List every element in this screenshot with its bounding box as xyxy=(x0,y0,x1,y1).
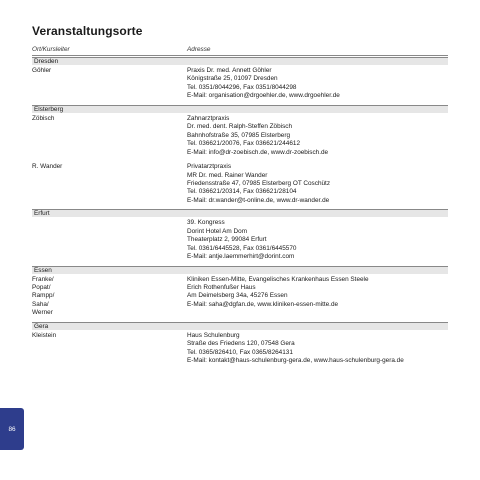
page-number-tab xyxy=(0,408,24,450)
venue-address-line: Haus Schulenburg xyxy=(187,331,240,339)
venue-address-line: E-Mail: dr.wander@t-online.de, www.dr-wander.de xyxy=(187,196,330,204)
header-rule xyxy=(32,55,448,56)
venue-address-line: Dorint Hotel Am Dom xyxy=(187,227,248,235)
venue-address-line: Theaterplatz 2, 99084 Erfurt xyxy=(187,236,267,244)
venue-address-line: Tel. 0361/6445528, Fax 0361/6445570 xyxy=(187,244,297,252)
venue-contact-name: Göhler xyxy=(32,67,52,74)
venue-address-line: Tel. 036621/20076, Fax 036621/244612 xyxy=(187,140,300,148)
venue-contact-name: Popat/ xyxy=(32,284,51,291)
venue-address-line: Praxis Dr. med. Annett Göhler xyxy=(187,67,272,74)
venue-contact-name: Kleistein xyxy=(32,331,57,339)
venue-address-line: 39. Kongress xyxy=(187,219,225,227)
venue-address-line: E-Mail: antje.laemmerhirt@dorint.com xyxy=(187,253,295,261)
column-header-location: Ort/Kursleiter xyxy=(32,46,70,53)
venue-address-line: Tel. 0365/826410, Fax 0365/8264131 xyxy=(187,348,293,356)
venue-address-line: Tel. 036621/20314, Fax 036621/28104 xyxy=(187,188,297,196)
venue-address-line: E-Mail: organisation@drgoehler.de, www.drgoehler.de xyxy=(187,92,340,100)
venue-address-line: Privatarztpraxis xyxy=(187,163,232,171)
city-header: Gera xyxy=(32,322,448,330)
venue-address-line: Bahnhofstraße 35, 07985 Elsterberg xyxy=(187,131,291,139)
venue-contact-name: Rampp/ xyxy=(32,292,55,300)
column-header-address: Adresse xyxy=(187,46,211,53)
venue-address-line: Friedensstraße 47, 07985 Elsterberg OT Coschütz xyxy=(187,179,331,187)
venue-address-line: Zahnarztpraxis xyxy=(187,114,230,122)
city-header: Erfurt xyxy=(32,209,448,217)
venue-address-line: Tel. 0351/8044296, Fax 0351/8044298 xyxy=(187,83,297,91)
page-number: 86 xyxy=(8,425,16,433)
venue-address-line: Erich Rothenfußer Haus xyxy=(187,284,256,291)
city-header: Elsterberg xyxy=(32,105,448,113)
venue-address-line: E-Mail: info@dr-zoebisch.de, www.dr-zoebisch.de xyxy=(187,148,329,156)
city-header: Dresden xyxy=(32,57,448,65)
venue-contact-name: Werner xyxy=(32,309,53,317)
venue-address-line: E-Mail: saha@dgfan.de, www.kliniken-essen-mitte.de xyxy=(187,300,339,308)
venue-address-line: Königstraße 25, 01097 Dresden xyxy=(187,75,278,83)
page-title: Veranstaltungsorte xyxy=(32,24,143,38)
city-header: Essen xyxy=(32,266,448,274)
venue-contact-name: R. Wander xyxy=(32,163,63,171)
venue-address-line: Am Deimelsberg 34a, 45276 Essen xyxy=(187,292,288,300)
venue-address-line: Straße des Friedens 120, 07548 Gera xyxy=(187,340,295,348)
venue-address-line: MR Dr. med. Rainer Wander xyxy=(187,171,268,179)
venue-contact-name: Saha/ xyxy=(32,300,49,308)
venue-contact-name: Franke/ xyxy=(32,275,54,283)
venue-address-line: Dr. med. dent. Ralph-Steffen Zöbisch xyxy=(187,123,293,131)
venue-address-line: Kliniken Essen-Mitte, Evangelisches Krankenhaus Essen Steele xyxy=(187,275,369,283)
venue-address-line: E-Mail: kontakt@haus-schulenburg-gera.de, www.haus-schulenburg-gera.de xyxy=(187,357,404,365)
venue-contact-name: Zöbisch xyxy=(32,114,55,122)
